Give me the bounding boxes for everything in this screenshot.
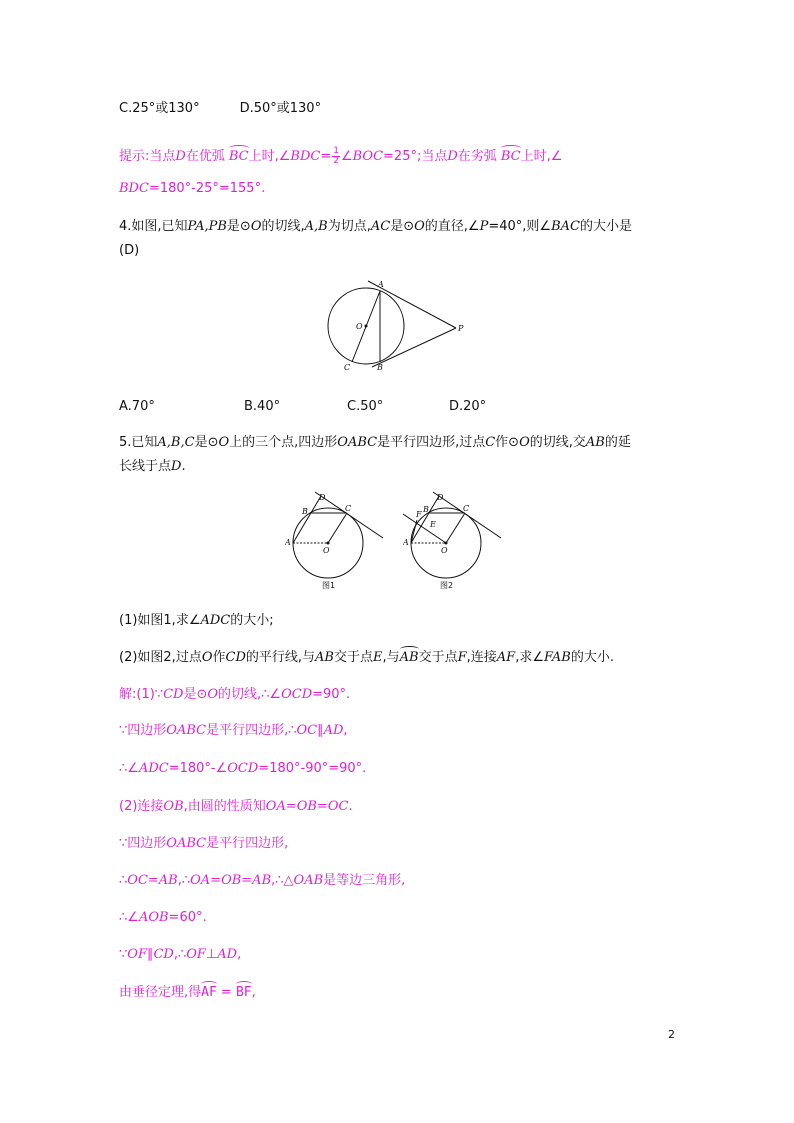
- solution-line-5: ∵四边形OABC是平行四边形,: [119, 836, 289, 851]
- segment-oc: [446, 513, 465, 543]
- q5-part-2: (2)如图2,过点O作CD的平行线,与AB交于点E,与AB交于点F,连接AF,求∠FAB的大小.: [119, 650, 614, 665]
- label-d: D: [319, 493, 326, 502]
- q3-option-d: D.50°或130°: [239, 101, 322, 116]
- solution-line-6: ∴OC=AB,∴OA=OB=AB,∴△OAB是等边三角形,: [119, 873, 406, 888]
- arc-ab: AB: [399, 650, 419, 665]
- solution-line-7: ∴∠AOB=60°.: [119, 910, 207, 925]
- q5-stem-line-1: 5.已知A,B,C是⊙O上的三个点,四边形OABC是平行四边形,过点C作⊙O的切线,交AB的延: [119, 435, 631, 450]
- hint-line-2: BDC=180°-25°=155°.: [119, 181, 266, 196]
- q4-option-b: B.40°: [244, 399, 281, 414]
- solution-line-8: ∵OF∥CD,∴OF⊥AD,: [119, 947, 242, 962]
- segment-of: [403, 514, 446, 543]
- label-o: O: [323, 546, 330, 555]
- arc-af: AF: [201, 985, 217, 1000]
- solution-line-1: 解:(1)∵CD是⊙O的切线,∴∠OCD=90°.: [119, 687, 351, 702]
- q4-option-a: A.70°: [119, 399, 155, 414]
- hint-line-1: 提示:当点D在优弧 BC上时,∠BDC= $\frac{1}{2}$ ∠BOC=25°;当点D在劣弧 BC上时,∠: [119, 146, 563, 166]
- q4-option-d: D.20°: [449, 399, 487, 414]
- label-d: D: [437, 493, 444, 502]
- label-a: A: [378, 280, 384, 289]
- q5-part-1: (1)如图1,求∠ADC的大小;: [119, 613, 274, 628]
- q4-stem-line-1: 4.如图,已知PA,PB是⊙O的切线,A,B为切点,AC是⊙O的直径,∠P=40°,则∠BAC的大小是: [119, 219, 632, 234]
- label-c: C: [463, 504, 470, 513]
- label-a: A: [403, 538, 409, 547]
- fraction-one-half: $\frac{1}{2}$: [333, 146, 339, 166]
- label-o: O: [356, 322, 363, 331]
- solution-line-4: (2)连接OB,由圆的性质知OA=OB=OC.: [119, 799, 353, 814]
- page-number: 2: [668, 1028, 675, 1041]
- label-a: A: [285, 538, 291, 547]
- label-b: B: [302, 507, 308, 516]
- solution-line-9: 由垂径定理,得AF = BF,: [119, 985, 256, 1000]
- tangent-pb: [372, 328, 456, 367]
- arc-bc-major: BC: [228, 149, 249, 164]
- arc-bf: BF: [235, 985, 252, 1000]
- segment-oc: [328, 513, 347, 543]
- q5-figure-1: [285, 490, 395, 592]
- center-dot: [445, 542, 448, 545]
- label-o: O: [441, 546, 448, 555]
- label-c: C: [345, 504, 352, 513]
- figure-1-caption: 图1: [322, 581, 336, 590]
- q4-answer: (D): [119, 243, 140, 258]
- label-b: B: [377, 363, 383, 372]
- solution-line-3: ∴∠ADC=180°-∠OCD=180°-90°=90°.: [119, 761, 367, 776]
- label-c: C: [344, 363, 351, 372]
- figure-2-caption: 图2: [440, 581, 454, 590]
- q3-option-c: C.25°或130°: [119, 101, 200, 116]
- q4-figure: [320, 272, 470, 378]
- q5-stem-line-2: 长线于点D.: [119, 459, 186, 474]
- label-f: F: [416, 510, 422, 519]
- arc-bc-minor: BC: [500, 149, 521, 164]
- q3-options: [119, 100, 321, 117]
- q5-figure-2: [403, 490, 513, 592]
- center-dot: [327, 542, 330, 545]
- solution-line-2: ∵四边形OABC是平行四边形,∴OC∥AD,: [119, 723, 348, 738]
- line-ad: [293, 496, 321, 543]
- segment-af: [411, 520, 417, 543]
- label-b: B: [423, 505, 429, 514]
- center-dot: [365, 325, 368, 328]
- q4-option-c: C.50°: [347, 399, 384, 414]
- label-p: P: [458, 324, 464, 333]
- label-e: E: [430, 520, 436, 529]
